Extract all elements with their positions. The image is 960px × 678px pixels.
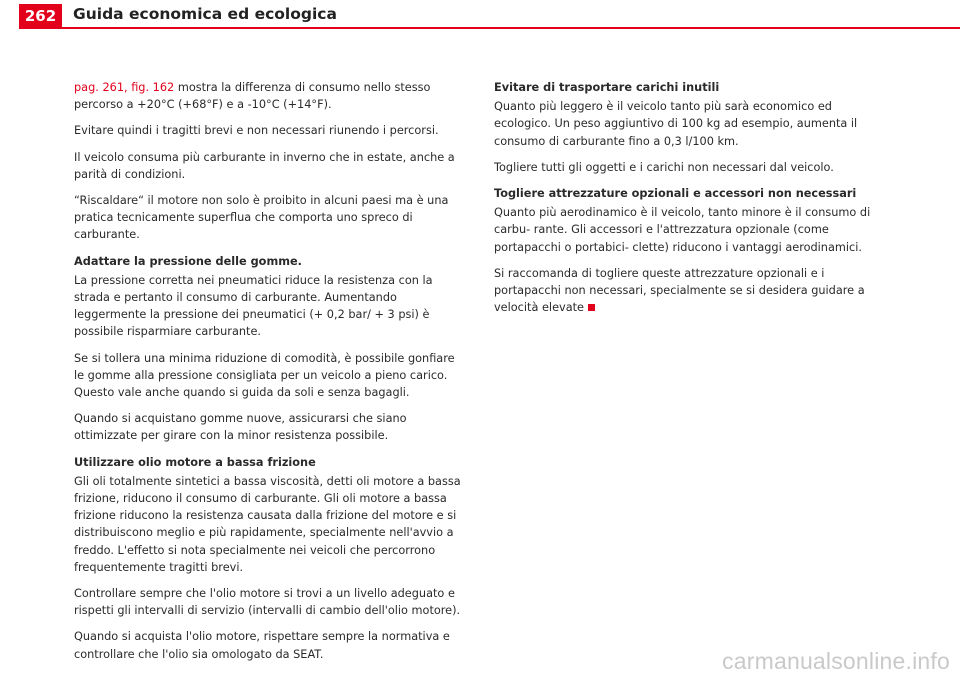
paragraph: Quando si acquistano gomme nuove, assicurarsi che siano ottimizzate per girare con la minor resistenza possibile. bbox=[74, 412, 407, 443]
paragraph: Evitare quindi i tragitti brevi e non necessari riunendo i percorsi. bbox=[74, 124, 439, 138]
paragraph bbox=[494, 265, 886, 317]
paragraph: Se si tollera una minima riduzione di comodità, è possibile gonfiare le gomme alla pressione consigliata per un veicolo a pieno carico. Questo vale anche quando si guida da soli e senza bagagli. bbox=[74, 351, 455, 400]
page-title: Guida economica ed ecologica bbox=[73, 5, 337, 23]
paragraph: Quando si acquista l'olio motore, rispettare sempre la normativa e controllare che l'olio sia omologato da SEAT. bbox=[74, 630, 450, 661]
paragraph-text: mostra la differenza di consumo nello stesso percorso a +20°C (+68°F) e a -10°C (+14°F). bbox=[74, 81, 431, 112]
end-of-section-marker-icon bbox=[588, 304, 595, 311]
watermark: carmanualsonline.info bbox=[722, 648, 950, 674]
left-column bbox=[74, 79, 463, 672]
page-number: 262 bbox=[19, 4, 62, 28]
paragraph bbox=[74, 79, 463, 113]
page-header bbox=[0, 0, 960, 28]
section-heading-accessories: Togliere attrezzature opzionali e accessori non necessari bbox=[494, 187, 857, 201]
right-column bbox=[494, 79, 886, 325]
section-heading-pressure: Adattare la pressione delle gomme. bbox=[74, 254, 302, 268]
paragraph: Gli oli totalmente sintetici a bassa viscosità, detti oli motore a bassa frizione, riducono il consumo di carburante. Gli oli motore a bassa frizione riducono la resistenza causata dalla frizione del motore e si distribuiscono meglio e più rapidamente, specialmente nell'avvio a freddo. L'effetto si nota specialmente nei veicoli che percorrono frequentemente tragitti brevi. bbox=[74, 474, 461, 574]
header-rule bbox=[19, 27, 960, 29]
figure-reference-link[interactable]: pag. 261, fig. 162 bbox=[74, 81, 175, 94]
paragraph-text: Si raccomanda di togliere queste attrezzature opzionali e i portapacchi non necessari, specialmente se si desidera guidare a velocità elevate bbox=[494, 266, 865, 315]
paragraph: Quanto più leggero è il veicolo tanto più sarà economico ed ecologico. Un peso aggiuntivo di 100 kg ad esempio, aumenta il consumo di carburante fino a 0,3 l/100 km. bbox=[494, 100, 858, 148]
paragraph: Controllare sempre che l'olio motore si trovi a un livello adeguato e rispetti gli intervalli di servizio (intervalli di cambio dell'olio motore). bbox=[74, 587, 461, 618]
paragraph: Il veicolo consuma più carburante in inverno che in estate, anche a parità di condizioni. bbox=[74, 150, 455, 181]
paragraph: Quanto più aerodinamico è il veicolo, tanto minore è il consumo di carbu- rante. Gli accessori e l'attrezzatura opzionale (come portapacchi o portabici- clette) riducono i vantaggi aerodinamici. bbox=[494, 206, 871, 254]
paragraph: La pressione corretta nei pneumatici riduce la resistenza con la strada e pertanto il consumo di carburante. Aumentando leggermente la pressione dei pneumatici (+ 0,2 bar/ + 3 psi) è possibile risparmiare carburante. bbox=[74, 273, 433, 339]
section-heading-loads: Evitare di trasportare carichi inutili bbox=[494, 81, 720, 94]
section-heading-oil: Utilizzare olio motore a bassa frizione bbox=[74, 455, 316, 469]
paragraph: Togliere tutti gli oggetti e i carichi non necessari dal veicolo. bbox=[494, 160, 834, 174]
paragraph: “Riscaldare“ il motore non solo è proibito in alcuni paesi ma è una pratica tecnicamente superflua che comporta uno spreco di carburante. bbox=[74, 194, 449, 242]
